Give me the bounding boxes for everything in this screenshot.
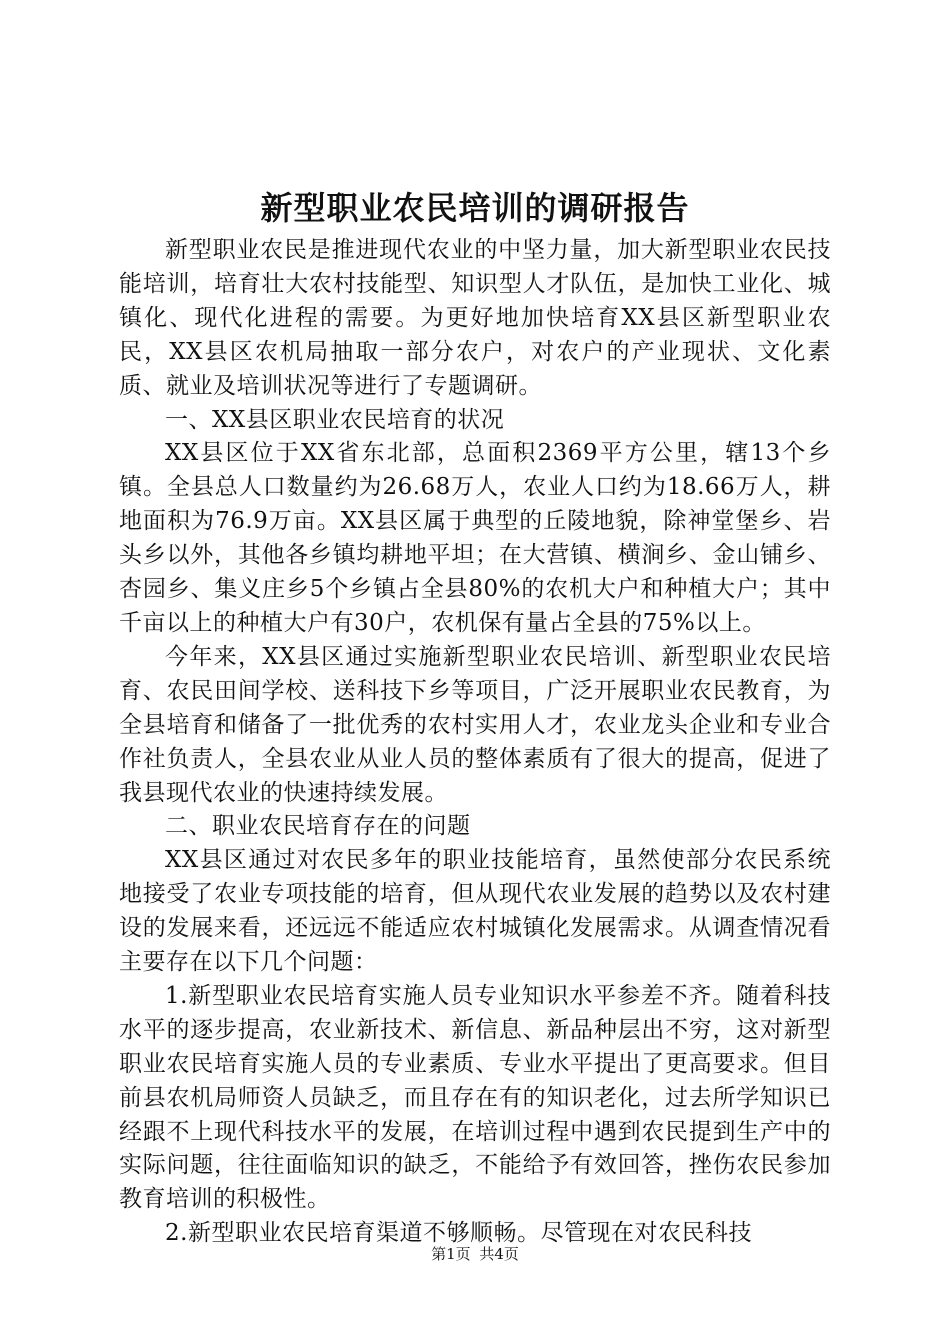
paragraph-problems-intro: XX县区通过对农民多年的职业技能培育，虽然使部分农民系统地接受了农业专项技能的培育，但从现代农业发展的趋势以及农村建设的发展来看，还远远不能适应农村城镇化发展需求。从调查情况看主要存在以下几个问题： [119,847,831,976]
paragraph-problem-2: 2.新型职业农民培育渠道不够顺畅。尽管现在对农民科技 [165,1220,752,1247]
section-heading-2: 二、职业农民培育存在的问题 [165,813,471,840]
page-total: 共4页 [479,1245,519,1263]
page-footer [0,1244,950,1264]
document-body [119,234,831,1251]
page-number: 第1页 [431,1245,471,1263]
paragraph-intro: 新型职业农民是推进现代农业的中坚力量，加大新型职业农民技能培训，培育壮大农村技能型、知识型人才队伍，是加快工业化、城镇化、现代化进程的需要。为更好地加快培育XX县区新型职业农民，XX县区农机局抽取一部分农户，对农户的产业现状、文化素质、就业及培训状况等进行了专题调研。 [119,237,831,399]
paragraph-overview: XX县区位于XX省东北部，总面积2369平方公里，辖13个乡镇。全县总人口数量约为26.68万人，农业人口约为18.66万人，耕地面积为76.9万亩。XX县区属于典型的丘陵地貌，除神堂堡乡、岩头乡以外，其他各乡镇均耕地平坦；在大营镇、横涧乡、金山铺乡、杏园乡、集义庄乡5个乡镇占全县80%的农机大户和种植大户；其中千亩以上的种植大户有30户，农机保有量占全县的75%以上。 [119,440,831,636]
document-title: 新型职业农民培训的调研报告 [260,189,690,227]
paragraph-progress: 今年来，XX县区通过实施新型职业农民培训、新型职业农民培育、农民田间学校、送科技下乡等项目，广泛开展职业农民教育，为全县培育和储备了一批优秀的农村实用人才，农业龙头企业和专业合作社负责人，全县农业从业人员的整体素质有了很大的提高，促进了我县现代农业的快速持续发展。 [119,643,831,806]
section-heading-1: 一、XX县区职业农民培育的状况 [165,406,505,433]
paragraph-problem-1: 1.新型职业农民培育实施人员专业知识水平参差不齐。随着科技水平的逐步提高，农业新技术、新信息、新品种层出不穷，这对新型职业农民培育实施人员的专业素质、专业水平提出了更高要求。但目前县农机局师资人员缺乏，而且存在有的知识老化，过去所学知识已经跟不上现代科技水平的发展，在培训过程中遇到农民提到生产中的实际问题，往往面临知识的缺乏，不能给予有效回答，挫伤农民参加教育培训的积极性。 [119,982,831,1213]
